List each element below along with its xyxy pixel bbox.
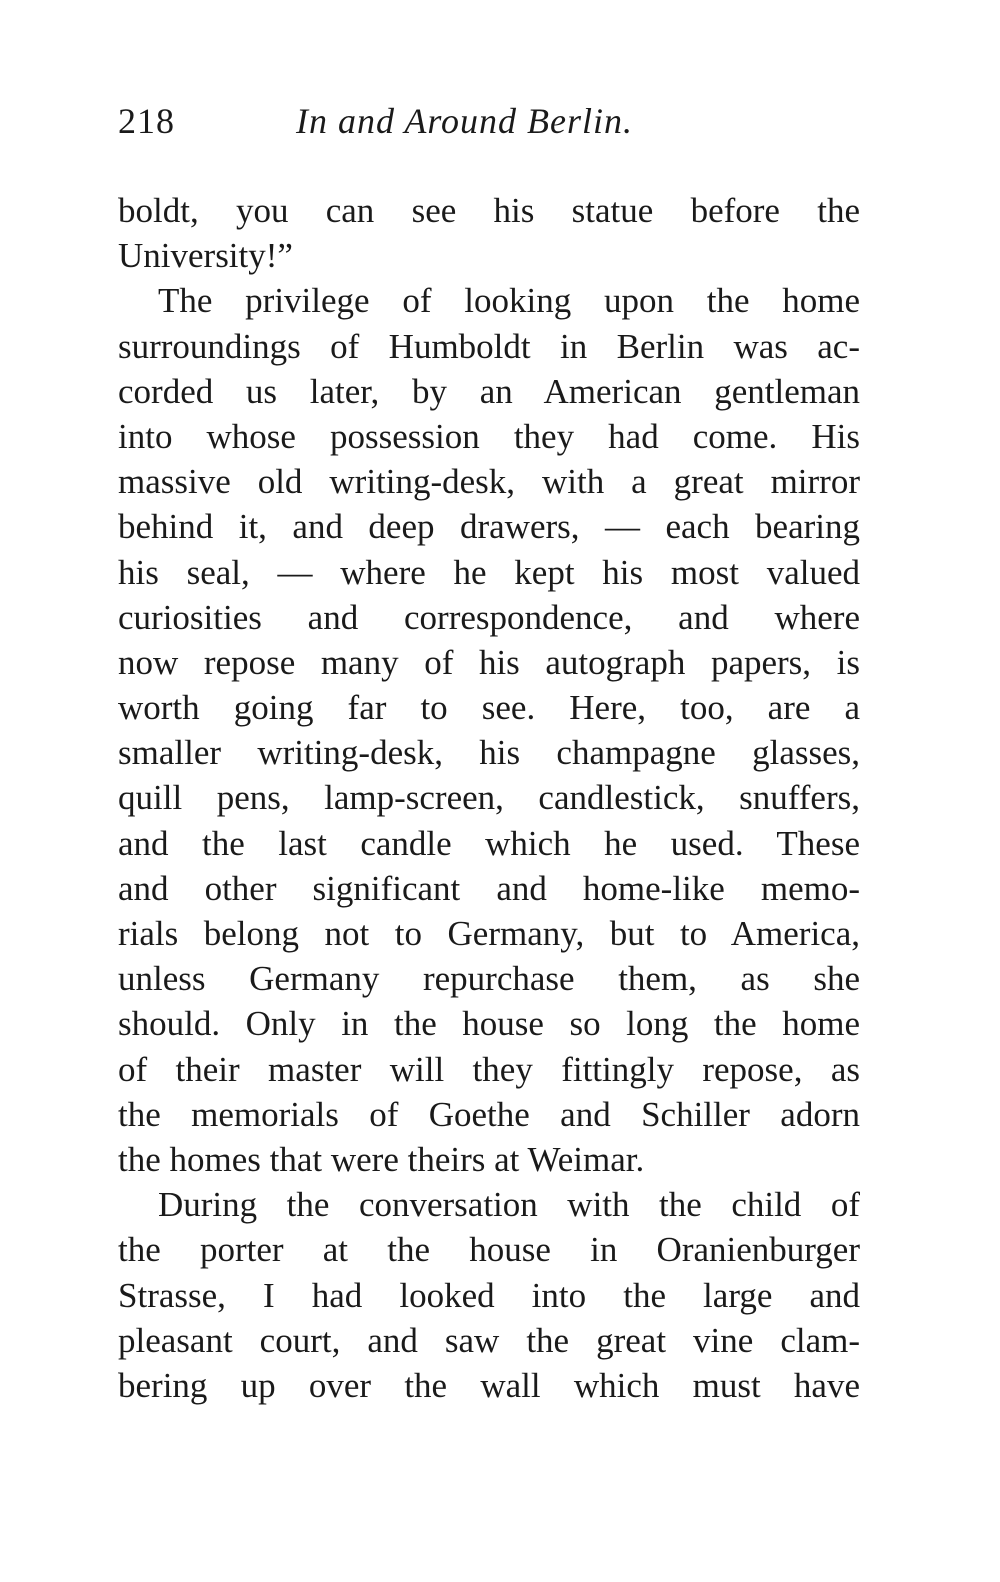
text-line: surroundings of Humboldt in Berlin was ac- bbox=[118, 326, 860, 366]
text-line: pleasant court, and saw the great vine clam- bbox=[118, 1320, 860, 1360]
text-line: smaller writing-desk, his champagne glasses, bbox=[118, 733, 860, 773]
text-line: massive old writing-desk, with a great mirror bbox=[118, 462, 860, 502]
text-line: quill pens, lamp-screen, candlestick, snuffers, bbox=[118, 778, 860, 818]
text-line: corded us later, by an American gentleman bbox=[118, 371, 860, 411]
text-line: boldt, you can see his statue before the bbox=[118, 191, 860, 230]
text-line: the homes that were theirs at Weimar. bbox=[118, 1139, 645, 1179]
text-line: unless Germany repurchase them, as she bbox=[118, 959, 860, 999]
text-line: curiosities and correspondence, and where bbox=[118, 597, 860, 637]
text-line: into whose possession they had come. His bbox=[118, 416, 860, 456]
running-head bbox=[118, 100, 860, 150]
running-title: In and Around Berlin. bbox=[296, 101, 633, 141]
page-number: 218 bbox=[118, 101, 175, 141]
text-line: his seal, — where he kept his most valued bbox=[118, 552, 860, 592]
text-line: bering up over the wall which must have bbox=[118, 1365, 860, 1405]
text-line: The privilege of looking upon the home bbox=[158, 281, 860, 321]
text-line: and other significant and home-like memo- bbox=[118, 868, 860, 908]
text-line: rials belong not to Germany, but to America, bbox=[118, 914, 860, 953]
text-line: During the conversation with the child of bbox=[158, 1185, 860, 1225]
text-line: behind it, and deep drawers, — each bearing bbox=[118, 507, 860, 547]
text-line: and the last candle which he used. These bbox=[118, 823, 860, 863]
text-line: the porter at the house in Oranienburger bbox=[118, 1230, 860, 1270]
text-line: Strasse, I had looked into the large and bbox=[118, 1275, 860, 1315]
text-line: of their master will they fittingly repose, as bbox=[118, 1049, 860, 1089]
text-line: worth going far to see. Here, too, are a bbox=[118, 688, 860, 728]
body-text bbox=[118, 188, 860, 1408]
text-line: the memorials of Goethe and Schiller adorn bbox=[118, 1094, 860, 1134]
text-line: should. Only in the house so long the home bbox=[118, 1004, 860, 1044]
text-line: University!” bbox=[118, 236, 293, 276]
text-line: now repose many of his autograph papers, is bbox=[118, 642, 860, 682]
